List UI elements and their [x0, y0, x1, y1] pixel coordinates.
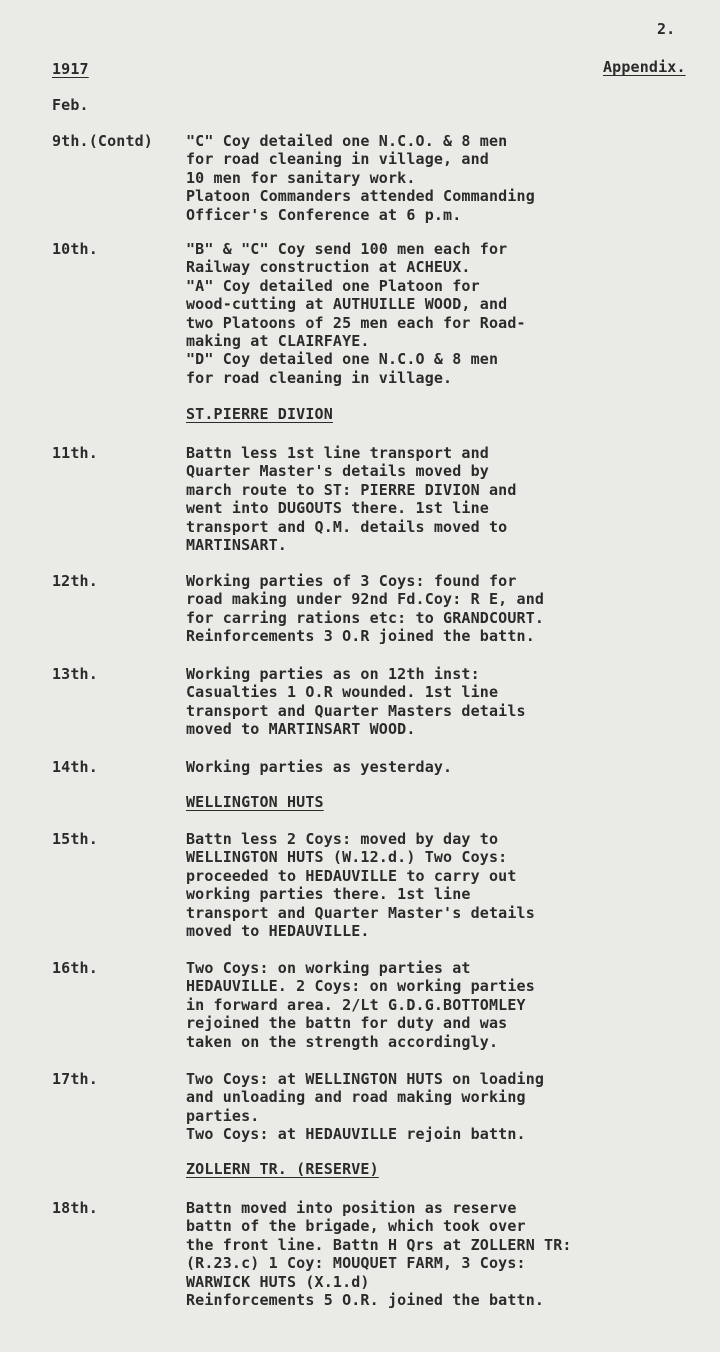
entry-line: WELLINGTON HUTS (W.12.d.) Two Coys:: [186, 848, 508, 867]
entry-line: Officer's Conference at 6 p.m.: [186, 205, 462, 224]
entry-line: two Platoons of 25 men each for Road-: [186, 313, 526, 332]
entry-line: Two Coys: on working parties at: [186, 959, 471, 977]
entry-line: MARTINSART.: [186, 536, 287, 554]
entry-line: wood-cutting at AUTHUILLE WOOD, and: [186, 295, 508, 314]
year-heading: 1917: [52, 60, 89, 78]
entry-line: Two Coys: at WELLINGTON HUTS on loading: [186, 1070, 545, 1088]
entry-line: for carring rations etc: to GRANDCOURT.: [186, 608, 545, 627]
entry-line: went into DUGOUTS there. 1st line: [186, 499, 489, 518]
entry-line: for road cleaning in village.: [186, 368, 453, 387]
entry-line: WARWICK HUTS (X.1.d): [186, 1272, 370, 1291]
entry-line: transport and Quarter Master's details: [186, 903, 535, 922]
entry-date: 13th.: [52, 665, 98, 683]
page-number: 2.: [657, 20, 676, 38]
entry-line: rejoined the battn for duty and was: [186, 1014, 508, 1033]
location-heading: ST.PIERRE DIVION: [186, 405, 333, 423]
entry-line: Working parties of 3 Coys: found for: [186, 572, 517, 590]
entry-line: Battn less 2 Coys: moved by day to: [186, 830, 499, 848]
entry-line: "B" & "C" Coy send 100 men each for: [186, 240, 508, 258]
entry-date: 15th.: [52, 830, 98, 848]
entry-line: Working parties as yesterday.: [186, 758, 453, 776]
entry-date: 14th.: [52, 758, 98, 776]
entry-line: making at CLAIRFAYE.: [186, 332, 370, 350]
entry-line: Battn moved into position as reserve: [186, 1199, 517, 1217]
entry-line: road making under 92nd Fd.Coy: R E, and: [186, 590, 545, 609]
entry-date: 9th.(Contd): [52, 132, 153, 150]
entry-line: Working parties as on 12th inst:: [186, 665, 480, 683]
entry-line: "C" Coy detailed one N.C.O. & 8 men: [186, 132, 508, 150]
entry-line: Reinforcements 5 O.R. joined the battn.: [186, 1291, 545, 1309]
entry-line: and unloading and road making working: [186, 1088, 526, 1107]
entry-line: moved to MARTINSART WOOD.: [186, 720, 416, 739]
entry-line: for road cleaning in village, and: [186, 150, 489, 169]
entry-line: Casualties 1 O.R wounded. 1st line: [186, 683, 499, 702]
appendix-label: Appendix.: [603, 58, 686, 76]
location-heading: WELLINGTON HUTS: [186, 793, 324, 811]
entry-line: moved to HEDAUVILLE.: [186, 922, 370, 940]
entry-date: 18th.: [52, 1199, 98, 1217]
entry-line: transport and Q.M. details moved to: [186, 517, 508, 536]
month-label: Feb.: [52, 96, 89, 114]
entry-line: Railway construction at ACHEUX.: [186, 258, 471, 277]
location-heading: ZOLLERN TR. (RESERVE): [186, 1160, 379, 1178]
entry-date: 17th.: [52, 1070, 98, 1088]
entry-line: the front line. Battn H Qrs at ZOLLERN TR:: [186, 1235, 572, 1254]
entry-date: 11th.: [52, 444, 98, 462]
entry-line: in forward area. 2/Lt G.D.G.BOTTOMLEY: [186, 995, 526, 1014]
entry-line: Battn less 1st line transport and: [186, 444, 489, 462]
entry-line: Reinforcements 3 O.R joined the battn.: [186, 627, 535, 646]
entry-line: transport and Quarter Masters details: [186, 701, 526, 720]
entry-date: 10th.: [52, 240, 98, 258]
entry-line: HEDAUVILLE. 2 Coys: on working parties: [186, 977, 535, 996]
entry-line: taken on the strength accordingly.: [186, 1032, 499, 1051]
entry-line: working parties there. 1st line: [186, 885, 471, 904]
entry-line: Platoon Commanders attended Commanding: [186, 187, 535, 206]
entry-line: Two Coys: at HEDAUVILLE rejoin battn.: [186, 1125, 526, 1144]
entry-line: parties.: [186, 1106, 260, 1125]
entry-line: 10 men for sanitary work.: [186, 168, 416, 187]
entry-line: Quarter Master's details moved by: [186, 462, 489, 481]
entry-line: battn of the brigade, which took over: [186, 1217, 526, 1236]
entry-line: (R.23.c) 1 Coy: MOUQUET FARM, 3 Coys:: [186, 1254, 526, 1273]
entry-date: 16th.: [52, 959, 98, 977]
entry-line: march route to ST: PIERRE DIVION and: [186, 480, 517, 499]
entry-date: 12th.: [52, 572, 98, 590]
entry-line: "A" Coy detailed one Platoon for: [186, 276, 480, 295]
entry-line: "D" Coy detailed one N.C.O & 8 men: [186, 350, 499, 369]
entry-line: proceeded to HEDAUVILLE to carry out: [186, 866, 517, 885]
